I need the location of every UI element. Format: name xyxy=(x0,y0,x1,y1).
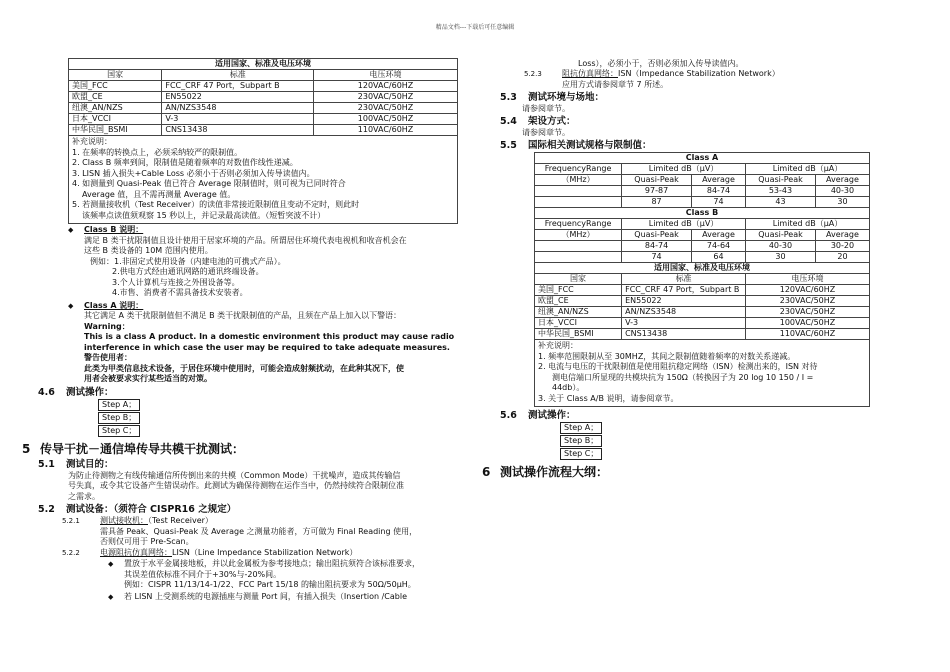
table-cell: 日本_VCCI xyxy=(69,114,162,125)
table-row xyxy=(69,103,458,114)
section-number: 5.4 xyxy=(500,116,517,127)
note-item: 该频率点读值须观察 15 秒以上，并记录最高读值。（短暂突波不计） xyxy=(82,210,326,220)
section-number: 5.2.2 xyxy=(62,548,80,557)
table-title: 适用国家、标准及电压环境 xyxy=(69,59,458,70)
table-cell: 30 xyxy=(746,252,816,263)
supplementary-notes xyxy=(68,136,458,224)
table-cell: FCC_CRF 47 Port，Subpart B xyxy=(622,285,746,296)
limit-uv-header: Limited dB（µV） xyxy=(622,219,746,230)
section-title: 阻抗仿真网络： xyxy=(562,69,618,78)
table-header: 国家 xyxy=(69,70,162,81)
table-cell: 40-30 xyxy=(746,241,816,252)
notes-title: 补充说明： xyxy=(72,137,112,146)
limit-ua-header: Limited dB（µA） xyxy=(746,219,870,230)
table-cell: 230VAC/50HZ xyxy=(314,92,458,103)
table-cell: EN55022 xyxy=(162,92,314,103)
table-cell: 中华民国_BSMI xyxy=(69,125,162,136)
section-number: 5.2.3 xyxy=(524,70,542,78)
section-title: 测试操作流程大纲： xyxy=(500,465,609,479)
table-row xyxy=(535,296,870,307)
table-cell: FCC_CRF 47 Port，Subpart B xyxy=(162,81,314,92)
table-cell: 30 xyxy=(815,197,869,208)
class-b-title: Class B 说明： xyxy=(84,225,144,234)
warning-zh-text: 此类为甲类信息技术设备，于居住环境中使用时，可能会造成射频扰动，在此种其况下，使 xyxy=(84,363,404,373)
note-item: 测电信端口所显现的共模块抗为 150Ω（转换因子为 20 log 10 150 / I = xyxy=(552,372,814,382)
table-header: 国家 xyxy=(535,274,622,285)
table-row xyxy=(535,285,870,296)
note-item: 5. 若测量接收机（Test Receiver）的读值非常接近限制值且变动不定时，则此时 xyxy=(72,200,360,209)
table-cell: 40-30 xyxy=(815,186,869,197)
paragraph-line: 请参阅章节。 xyxy=(522,104,570,113)
table-row xyxy=(535,186,870,197)
section-title: 电源阻抗仿真网络： xyxy=(100,547,172,557)
step-b-link[interactable]: Step B； xyxy=(98,412,140,424)
continued-text: Loss），必须小于，否则必须加入传导读值内。 xyxy=(578,59,744,68)
avg-header: Average xyxy=(691,230,745,241)
table-cell: 120VAC/60HZ xyxy=(746,285,870,296)
table-cell: 53-43 xyxy=(746,186,816,197)
warning-zh-text: 用者会被要求实行某些适当的对策。 xyxy=(84,374,212,383)
table-cell: 110VAC/60HZ xyxy=(314,125,458,136)
paragraph-line: 请参阅章节。 xyxy=(522,128,570,137)
section-number: 5.6 xyxy=(500,410,517,421)
table-cell: 欧盟_CE xyxy=(69,92,162,103)
supplementary-notes xyxy=(534,340,870,407)
right-column xyxy=(482,58,870,480)
step-c-link[interactable]: Step C； xyxy=(560,448,602,460)
table-cell: 美国_FCC xyxy=(535,285,622,296)
class-b-text: 满足 B 类干扰限制值且设计使用于居家环境的产品。所谓居住环境代表电视机和收音机会在 xyxy=(84,235,407,245)
paragraph-line: 否则仅可用于 Pre-Scan。 xyxy=(100,537,194,546)
section-title: 传导干扰－通信埠传导共模干扰测试： xyxy=(40,441,245,456)
section-5-2-3 xyxy=(500,69,870,80)
step-c-link[interactable]: Step C； xyxy=(98,425,140,437)
note-item: 3. 关于 Class A/B 说明，请参阅章节。 xyxy=(538,393,679,403)
section-title: 测试接收机： xyxy=(100,516,148,525)
class-b-row-title: Class B xyxy=(535,208,870,219)
section-5 xyxy=(22,442,458,457)
section-title: 测试操作： xyxy=(528,410,576,421)
step-b-link[interactable]: Step B； xyxy=(560,435,602,447)
section-suffix: LISN（Line Impedance Stabilization Network） xyxy=(172,547,358,557)
class-b-heading xyxy=(76,225,458,236)
step-list xyxy=(560,422,870,461)
table-cell: 64 xyxy=(691,252,745,263)
class-b-example: 例如：1.非固定式使用设备（内建电池的可携式产品）。 xyxy=(90,256,286,266)
section-title: 测试操作： xyxy=(66,386,114,398)
page-header: 精品文档---下载后可任意编辑 xyxy=(435,24,515,31)
table-cell: 230VAC/50HZ xyxy=(314,103,458,114)
table-row xyxy=(535,241,870,252)
section-6 xyxy=(482,465,870,480)
freq-header: FrequencyRange xyxy=(535,164,622,175)
section-5-1 xyxy=(38,458,458,471)
section-5-2-2 xyxy=(62,548,458,559)
table-header: 标准 xyxy=(622,274,746,285)
avg-header: Average xyxy=(691,175,745,186)
section-number: 5.2.1 xyxy=(62,517,80,525)
section-5-2-1 xyxy=(62,516,458,527)
table-cell: CNS13438 xyxy=(622,329,746,340)
freq-header: FrequencyRange xyxy=(535,219,622,230)
table-header: 标准 xyxy=(162,70,314,81)
table-cell: V-3 xyxy=(162,114,314,125)
note-item: 1. 频率范围限制从至 30MHZ，其间之限制值随着频率的对数关系递减。 xyxy=(538,351,796,361)
table-row xyxy=(535,318,870,329)
table-cell: 欧盟_CE xyxy=(535,296,622,307)
paragraph-line: 需具备 Peak、Quasi-Peak 及 Average 之测量功能者，方可做为 Final Reading 使用， xyxy=(100,526,418,536)
paragraph-line: 为防止待测物之有线传输通信所传倒出来的共模（Common Mode）干扰噪声，造成其传输信 xyxy=(68,470,401,480)
limit-ua-header: Limited dB（µA） xyxy=(746,164,870,175)
country-standard-table xyxy=(534,262,870,340)
table-cell: 74-64 xyxy=(691,241,745,252)
note-item: 2. 电流与电压的干扰限制值是使用阻抗稳定网络（ISN）检测出来的，ISN 对待 xyxy=(538,362,818,371)
section-title: 国际相关测试规格与限制值： xyxy=(528,140,652,151)
table-cell: 84-74 xyxy=(622,241,692,252)
mhz-header: （MHz） xyxy=(535,230,622,241)
table-cell: 100VAC/50HZ xyxy=(314,114,458,125)
table-header: 电压环境 xyxy=(314,70,458,81)
limit-uv-header: Limited dB（µV） xyxy=(622,164,746,175)
qp-header: Quasi-Peak xyxy=(622,230,692,241)
note-item: 4. 如测量到 Quasi-Peak 值已符合 Average 限制值时，则可视为已同时符合 xyxy=(72,179,346,188)
table-cell: V-3 xyxy=(622,318,746,329)
warning-text: interference in which case the user may be required to take adequate measures. xyxy=(84,342,450,352)
class-a-text: 其它满足 A 类干扰限制值但不满足 B 类干扰限制值的产品，且须在产品上加入以下警语： xyxy=(84,311,402,320)
table-cell: 74 xyxy=(691,197,745,208)
table-cell: 纽澳_AN/NZS xyxy=(535,307,622,318)
table-cell: 43 xyxy=(746,197,816,208)
class-a-row-title: Class A xyxy=(535,153,870,164)
table-cell: 中华民国_BSMI xyxy=(535,329,622,340)
bullet-text: ◆ 若 LISN 上受测系统的电源插座与测量 Port 间，有插入损失（Insertion /Cable xyxy=(116,592,458,603)
qp-header: Quasi-Peak xyxy=(622,175,692,186)
section-5-3 xyxy=(500,91,870,104)
table-row xyxy=(69,125,458,136)
class-b-example: 3.个人计算机与连接之外围设备等。 xyxy=(112,277,240,287)
table-cell: 230VAC/50HZ xyxy=(746,296,870,307)
section-5-2 xyxy=(38,503,458,516)
section-number: 5.5 xyxy=(500,140,517,151)
table-cell: 100VAC/50HZ xyxy=(746,318,870,329)
note-item: 44db）。 xyxy=(552,383,585,392)
section-number: 6 xyxy=(482,465,491,479)
table-cell: 84-74 xyxy=(691,186,745,197)
table-cell: 纽澳_AN/NZS xyxy=(69,103,162,114)
section-suffix: ISN（Impedance Stabilization Network） xyxy=(618,69,780,78)
table-cell: 87 xyxy=(622,197,692,208)
table-row xyxy=(69,92,458,103)
table-cell: 74 xyxy=(622,252,692,263)
table-cell: 30-20 xyxy=(815,241,869,252)
step-a-link[interactable]: Step A； xyxy=(560,422,602,434)
table-cell: 120VAC/60HZ xyxy=(314,81,458,92)
table-cell: 97-87 xyxy=(622,186,692,197)
section-number: 5.1 xyxy=(38,458,55,470)
section-5-4 xyxy=(500,115,870,128)
left-column xyxy=(22,58,458,602)
table-cell: 20 xyxy=(815,252,869,263)
table-row xyxy=(535,252,870,263)
section-5-5 xyxy=(500,139,870,152)
section-title: 测试环境与场地： xyxy=(528,92,605,103)
note-item: 3. LISN 插入损失+Cable Loss 必须小于否则必须加入传导读值内。 xyxy=(72,168,315,178)
table-header: 电压环境 xyxy=(746,274,870,285)
step-list xyxy=(98,399,458,438)
paragraph-line: 号失真，或令其它设备产生错误动作。此测试为确保待测物在运作当中，仍然持续符合限制位准 xyxy=(68,481,404,490)
table-row xyxy=(69,81,458,92)
table-cell: EN55022 xyxy=(622,296,746,307)
note-item: 2. Class B 频率到间，限制值是随着频率的对数值作线性递减。 xyxy=(72,158,298,167)
warning-text: This is a class A product. In a domestic environment this product may cause radio xyxy=(84,332,455,341)
limits-table xyxy=(534,152,870,263)
warning-zh-label: 警告使用者： xyxy=(84,353,132,362)
section-title: 架设方式： xyxy=(528,116,576,127)
table-row xyxy=(535,197,870,208)
class-b-example: 2.供电方式经由通讯网路的通讯终端设备。 xyxy=(112,267,264,276)
class-b-example: 4.市售、消费者不需具备技术安装者。 xyxy=(112,288,248,297)
avg-header: Average xyxy=(815,175,869,186)
step-a-link[interactable]: Step A； xyxy=(98,399,140,411)
note-item: 1. 在频率的转换点上，必须采纳较严的限制值。 xyxy=(72,147,243,157)
section-title: 测试设备：（须符合 CISPR16 之规定） xyxy=(66,504,237,515)
paragraph-line: 应用方式请参阅章节 7 所述。 xyxy=(562,79,669,89)
section-number: 5.2 xyxy=(38,504,55,515)
table-row xyxy=(535,307,870,318)
table-title: 适用国家、标准及电压环境 xyxy=(535,263,870,274)
section-suffix: （Test Receiver） xyxy=(148,516,213,525)
mhz-header: （MHz） xyxy=(535,175,622,186)
bullet-text: 例如：CISPR 11/13/14-1/22、FCC Part 15/18 的输出阻抗要求为 50Ω/50µH。 xyxy=(124,580,416,589)
table-row xyxy=(535,329,870,340)
avg-header: Average xyxy=(815,230,869,241)
bullet-text: 其误差值依标准不同介于+30%与-20%间。 xyxy=(124,569,282,579)
warning-label: Warning： xyxy=(84,321,130,331)
paragraph-line: 之需求。 xyxy=(68,491,100,501)
note-item: Average 值，且不需再测量 Average 值。 xyxy=(82,189,236,199)
bullet-text: ◆ 置放于水平金属接地板，并以此金属板为参考接地点；输出阻抗须符合该标准要求， xyxy=(116,559,458,570)
table-cell: CNS13438 xyxy=(162,125,314,136)
class-a-heading xyxy=(76,301,458,312)
section-4-6 xyxy=(38,386,458,399)
section-number: 5.3 xyxy=(500,92,517,103)
table-cell: 230VAC/50HZ xyxy=(746,307,870,318)
qp-header: Quasi-Peak xyxy=(746,230,816,241)
section-5-6 xyxy=(500,409,870,422)
class-a-title: Class A 说明： xyxy=(84,300,144,310)
table-cell: AN/NZS3548 xyxy=(162,103,314,114)
qp-header: Quasi-Peak xyxy=(746,175,816,186)
table-cell: 日本_VCCI xyxy=(535,318,622,329)
section-number: 5 xyxy=(22,441,31,456)
table-cell: 美国_FCC xyxy=(69,81,162,92)
country-standard-table xyxy=(68,58,458,136)
table-cell: AN/NZS3548 xyxy=(622,307,746,318)
table-row xyxy=(69,114,458,125)
notes-title: 补充说明： xyxy=(538,341,578,350)
class-b-text: 这些 B 类设备的 10M 范围内使用。 xyxy=(84,246,213,255)
section-title: 测试目的： xyxy=(66,458,114,470)
table-cell: 110VAC/60HZ xyxy=(746,329,870,340)
section-number: 4.6 xyxy=(38,386,55,398)
